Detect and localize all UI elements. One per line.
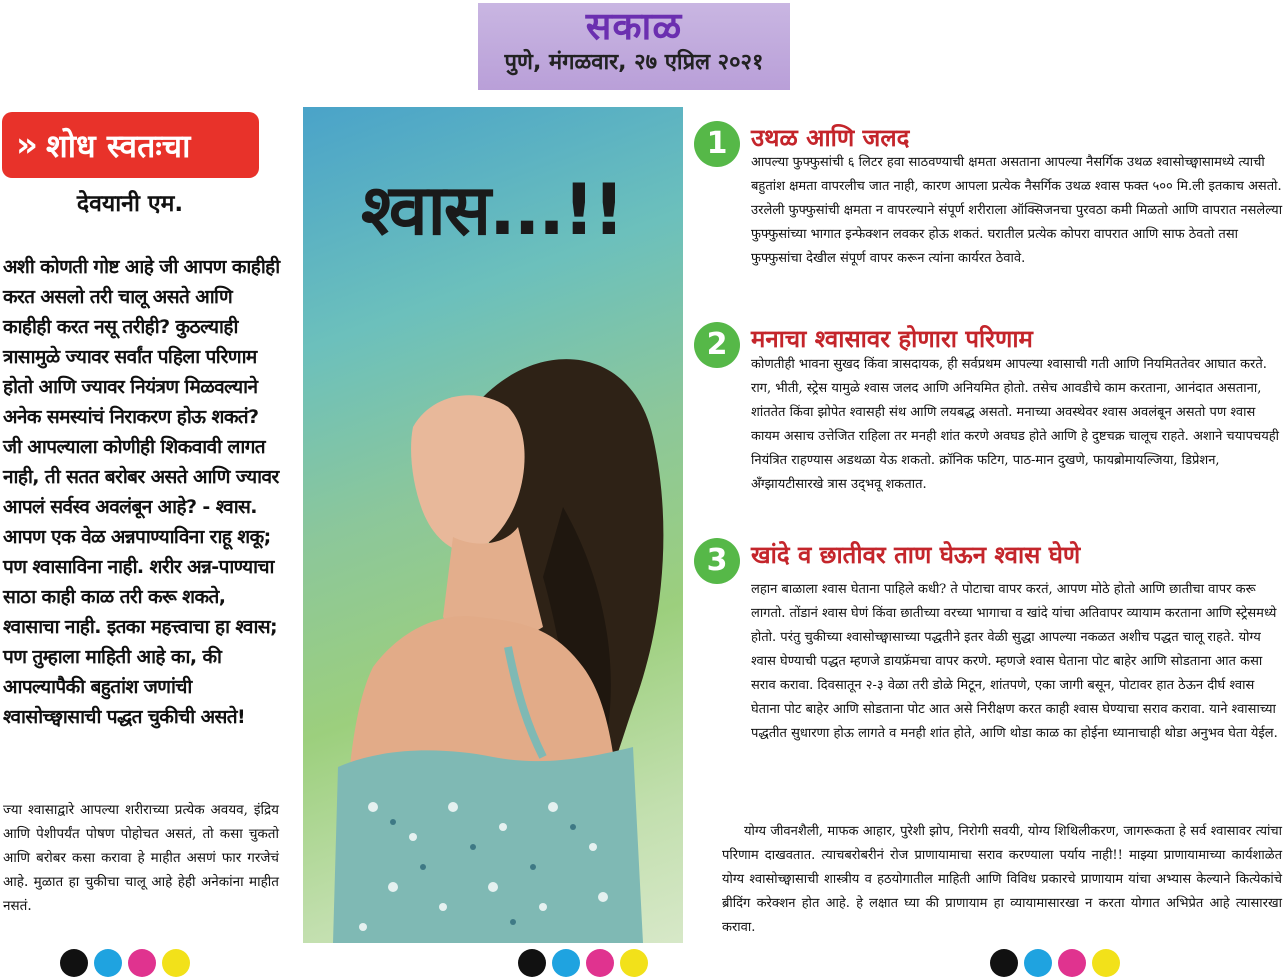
newspaper-logo: सकाळ [585, 3, 683, 48]
registration-dot [1024, 949, 1052, 977]
section-number-badge: 3 [694, 538, 740, 584]
masthead [478, 3, 790, 90]
registration-dot [990, 949, 1018, 977]
section-heading: खांदे व छातीवर ताण घेऊन श्वास घेणे [751, 541, 1081, 569]
registration-dot [552, 949, 580, 977]
section-heading: मनाचा श्वासावर होणारा परिणाम [751, 325, 1033, 353]
registration-dot [128, 949, 156, 977]
registration-dot [518, 949, 546, 977]
registration-dots [60, 949, 196, 967]
section-2 [694, 322, 1284, 522]
double-chevron-icon: » [16, 125, 38, 165]
registration-dot [1092, 949, 1120, 977]
registration-dot [586, 949, 614, 977]
registration-dot [620, 949, 648, 977]
photo-title: श्‍वास...!! [361, 169, 623, 251]
date-line: पुणे, मंगळवार, २७ एप्रिल २०२१ [504, 50, 764, 75]
section-body: लहान बाळाला श्‍वास घेताना पाहिले कधी? ते पोटाचा वापर करतं, आपण मोठे होतो आणि छातीचा वापर करू लागतो. तोंडानं श्‍वास घेणं किंवा छातीच्या वरच्या भागाचा व खांदे यांचा अतिवापर व्यायाम करताना आणि स्ट्रेसमध्ये होतो. परंतु चुकीच्या श्‍वासोच्छ्वासाच्या पद्धतीने इतर वेळी सुद्धा आपल्या नकळत अशीच पद्धत चालू राहते. योग्य श्‍वास घेण्याची पद्धत म्हणजे डायफ्रॅमचा वापर करणे. म्हणजे श्‍वास घेताना पोट बाहेर आणि सोडताना आत कसा सराव करावा. दिवसातून २-३ वेळा तरी डोळे मिटून, शांतपणे, एका जागी बसून, पोटावर हात ठेऊन दीर्घ श्‍वास घेताना पोट बाहेर आणि सोडताना पोट आत असे निरीक्षण करत काही श्‍वास घेण्याचा सराव करावा. याने श्‍वासाच्या पद्धतीत सुधारणा होऊ लागते व मनही शांत होते, आणि थोडा काळ का होईना ध्यानाचाही थोडा अनुभव घेता येईल. [751, 582, 1278, 741]
registration-dot [162, 949, 190, 977]
closing-paragraph: योग्य जीवनशैली, माफक आहार, पुरेशी झोप, निरोगी सवयी, योग्य शिथिलीकरण, जागरूकता हे सर्व श्‍वासावर त्यांचा परिणाम दाखवतात. त्याचबरोबरीनं रोज प्राणायामाचा सराव करण्याला पर्याय नाही!! माझ्या प्राणायामाच्या कार्यशाळेत योग्य श्‍वासोच्छ्वासाची शास्त्रीय व हठयोगातील माहिती आणि विविध प्रकारचे प्राणायाम यांचा अभ्यास केल्याने कित्येकांचे ब्रीदिंग करेक्शन होत आहे. हे लक्षात घ्या की प्राणायाम हा व्यायामासारखा न करता योगात अभिप्रेत आहे त्यासारखा करावा. [722, 824, 1282, 935]
section-heading: उथळ आणि जलद [751, 124, 910, 152]
column-tag [2, 112, 259, 178]
registration-dot [60, 949, 88, 977]
article-photo [303, 107, 683, 943]
registration-dots [518, 949, 654, 967]
section-number-badge: 2 [694, 322, 740, 368]
section-body: आपल्या फुफ्फुसांची ६ लिटर हवा साठवण्याची क्षमता असताना आपल्या नैसर्गिक उथळ श्‍वासोच्छ्वासामध्ये त्याची बहुतांश क्षमता वापरलीच जात नाही, कारण आपला प्रत्येक नैसर्गिक उथळ श्‍वास फक्त ५०० मि.ली इतकाच असतो. उरलेली फुफ्फुसांची क्षमता न वापरल्याने संपूर्ण शरीराला ऑक्सिजनचा पुरवठा कमी मिळतो आणि वापरात नसलेल्या फुफ्फुसांच्या भागात इन्फेक्शन लवकर होऊ शकतं. घरातील प्रत्येक कोपरा वापरात आणि साफ ठेवतो तसा फुफ्फुसांचा देखील संपूर्ण वापर करून त्यांना कार्यरत ठेवावे. [751, 155, 1283, 266]
section-1 [694, 121, 1284, 301]
section-number-badge: 1 [694, 121, 740, 167]
section-body: कोणतीही भावना सुखद किंवा त्रासदायक, ही सर्वप्रथम आपल्या श्‍वासाची गती आणि नियमिततेवर आघात करते. राग, भीती, स्ट्रेस यामुळे श्‍वास जलद आणि अनियमित होतो. तसेच आवडीचे काम करताना, आनंदात असताना, शांततेत किंवा झोपेत श्‍वासही संथ आणि लयबद्ध असतो. मनाच्या अवस्थेवर श्‍वास अवलंबून असतो पण श्‍वास कायम असाच उत्तेजित राहिला तर मनही शांत करणे अवघड होते आणि हे दुष्टचक्र चालूच राहते. अशाने चयापचयही नियंत्रित राहण्यास अडथळा येऊ शकतो. क्रॉनिक फटिग, पाठ-मान दुखणे, फायब्रोमायल्जिया, डिप्रेशन, अँग्झायटीसारखे त्रास उद्‍भवू शकतात. [751, 357, 1280, 492]
lead-paragraph: अशी कोणती गोष्ट आहे जी आपण काहीही करत असलो तरी चालू असते आणि काहीही करत नसू तरीही? कुठल्याही त्रासामुळे ज्यावर सर्वांत पहिला परिणाम होतो आणि ज्यावर नियंत्रण मिळवल्याने अनेक समस्यांचं निराकरण होऊ शकतं? जी आपल्याला कोणीही शिकवावी लागत नाही, ती सतत बरोबर असते आणि ज्यावर आपलं सर्वस्व अवलंबून आहे? - श्‍वास. आपण एक वेळ अन्नपाण्याविना राहू शकू; पण श्‍वासाविना नाही. शरीर अन्न-पाण्याचा साठा काही काळ तरी करू शकते, श्‍वासाचा नाही. इतका महत्त्वाचा हा श्‍वास; पण तुम्हाला माहिती आहे का, की आपल्यापैकी बहुतांश जणांची श्‍वासोच्छ्वासाची पद्धत चुकीची असते! [3, 256, 280, 728]
lead-body-paragraph: ज्या श्‍वासाद्वारे आपल्या शरीराच्या प्रत्येक अवयव, इंद्रिय आणि पेशीपर्यंत पोषण पोहोचत असतं, तो कसा चुकतो आणि बरोबर कसा करावा हे माहीत असणं फार गरजेचं आहे. मुळात हा चुकीचा चालू आहे हेही अनेकांना माहीत नसतं. [3, 802, 279, 914]
section-3 [694, 538, 1284, 808]
registration-dots [990, 949, 1126, 967]
registration-dot [1058, 949, 1086, 977]
author-name: देवयानी एम. [76, 191, 184, 217]
column-tag-label: शोध स्वतःचा [45, 126, 191, 165]
registration-dot [94, 949, 122, 977]
